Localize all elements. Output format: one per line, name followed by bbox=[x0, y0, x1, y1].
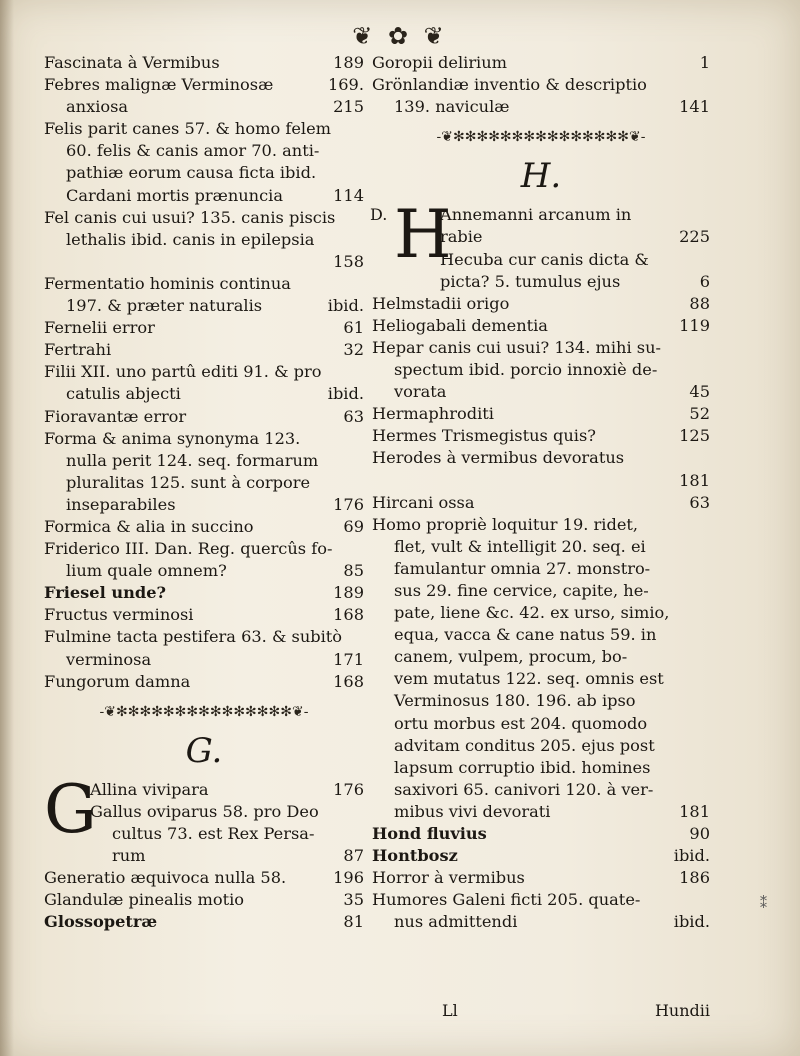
index-entry bbox=[44, 450, 364, 472]
index-entry bbox=[372, 293, 710, 315]
entry-text: lium quale omnem? bbox=[66, 561, 227, 581]
entry-text: 197. & præter naturalis bbox=[66, 296, 263, 316]
page-reference: 88 bbox=[689, 293, 710, 313]
section-heading-h: H. bbox=[520, 156, 562, 197]
entry-text: Friesel unde? bbox=[44, 583, 167, 603]
entry-text: Hepar canis cui usui? 134. mihi su- bbox=[372, 337, 662, 357]
page-reference: 169. bbox=[327, 75, 364, 95]
entry-text: Felis parit canes 57. & homo felem bbox=[44, 119, 332, 139]
entry-text: mibus vivi devorati bbox=[394, 801, 551, 821]
index-entry bbox=[372, 514, 710, 536]
page-reference: 189 bbox=[333, 583, 364, 603]
page-reference: 168 bbox=[333, 605, 364, 625]
index-entry bbox=[90, 823, 364, 845]
index-entry bbox=[44, 626, 364, 648]
entry-text: rum bbox=[112, 846, 146, 866]
page-reference: ibid. bbox=[673, 912, 710, 932]
entry-text: Verminosus 180. 196. ab ipso bbox=[394, 691, 636, 711]
index-entry bbox=[44, 207, 364, 229]
index-entry bbox=[440, 271, 710, 293]
page-reference: 125 bbox=[679, 426, 710, 446]
index-entry bbox=[372, 889, 710, 911]
entry-text: pluralitas 125. sunt à corpore bbox=[66, 472, 311, 492]
entry-text: Friderico III. Dan. Reg. quercûs fo- bbox=[44, 539, 333, 559]
index-entry bbox=[372, 602, 710, 624]
index-entry bbox=[372, 779, 710, 801]
entry-text: nus admittendi bbox=[394, 912, 518, 932]
entry-text: Herodes à vermibus devoratus bbox=[372, 448, 625, 468]
index-entry bbox=[372, 690, 710, 712]
index-entry bbox=[372, 624, 710, 646]
index-entry bbox=[372, 668, 710, 690]
entry-text: verminosa bbox=[66, 649, 152, 669]
entry-text: Hircani ossa bbox=[372, 492, 475, 512]
entry-text: Fructus verminosi bbox=[44, 605, 194, 625]
page-reference: 158 bbox=[333, 251, 364, 271]
index-entry bbox=[372, 403, 710, 425]
page-reference: 141 bbox=[679, 97, 710, 117]
entry-text: Formica & alia in succino bbox=[44, 516, 254, 536]
entry-text: equa, vacca & cane natus 59. in bbox=[394, 625, 657, 645]
index-entry bbox=[44, 118, 364, 140]
index-entry bbox=[44, 383, 364, 405]
entry-text: Fel canis cui usui? 135. canis piscis bbox=[44, 207, 336, 227]
drop-capital: H bbox=[394, 196, 452, 274]
entry-text: Cardani mortis prænuncia bbox=[66, 185, 283, 205]
entry-text: vem mutatus 122. seq. omnis est bbox=[394, 669, 664, 689]
page-reference: 85 bbox=[343, 561, 364, 581]
index-entry bbox=[44, 406, 364, 428]
index-entry bbox=[44, 538, 364, 560]
signature-mark: Ll bbox=[442, 1001, 458, 1020]
entry-text: anxiosa bbox=[66, 97, 129, 117]
entry-text: inseparabiles bbox=[66, 494, 176, 514]
entry-text: Homo propriè loquitur 19. ridet, bbox=[372, 514, 639, 534]
index-entry bbox=[372, 867, 710, 889]
entry-text: Filii XII. uno partû editi 91. & pro bbox=[44, 362, 322, 382]
entry-text: Hontbosz bbox=[372, 846, 458, 866]
entry-text: pathiæ eorum causa ficta ibid. bbox=[66, 163, 317, 183]
index-entry bbox=[44, 604, 364, 626]
entry-text: Horror à vermibus bbox=[372, 868, 525, 888]
entry-text: Fulmine tacta pestifera 63. & subitò bbox=[44, 627, 343, 647]
index-entry bbox=[44, 251, 364, 273]
index-entry bbox=[372, 911, 710, 933]
index-entry bbox=[44, 295, 364, 317]
page-reference: 87 bbox=[343, 846, 364, 866]
page-reference: 52 bbox=[689, 404, 710, 424]
index-entry bbox=[372, 492, 710, 514]
page-reference: 171 bbox=[333, 649, 364, 669]
page-reference: 1 bbox=[699, 53, 710, 72]
page-reference: 119 bbox=[679, 315, 710, 335]
index-entry bbox=[372, 337, 710, 359]
entry-text: Hermaphroditi bbox=[372, 404, 494, 424]
page-reference: 45 bbox=[689, 382, 710, 402]
entry-text: Goropii delirium bbox=[372, 53, 508, 72]
index-entry bbox=[44, 185, 364, 207]
index-entry bbox=[44, 649, 364, 671]
index-entry bbox=[372, 536, 710, 558]
page-reference: 181 bbox=[679, 470, 710, 490]
entry-text: famulantur omnia 27. monstro- bbox=[394, 558, 651, 578]
index-entry bbox=[90, 845, 364, 867]
entry-text: Fascinata à Vermibus bbox=[44, 53, 220, 72]
index-entry bbox=[372, 713, 710, 735]
index-entry bbox=[44, 140, 364, 162]
page-reference: 32 bbox=[343, 340, 364, 360]
entry-text: Forma & anima synonyma 123. bbox=[44, 428, 301, 448]
page-reference: 176 bbox=[333, 494, 364, 514]
index-entry bbox=[44, 229, 364, 251]
index-entry bbox=[372, 359, 710, 381]
entry-text: Allina vivipara bbox=[90, 779, 209, 799]
index-entry bbox=[44, 560, 364, 582]
page-reference: 114 bbox=[333, 185, 364, 205]
section-heading-g: G. bbox=[185, 730, 223, 771]
index-entry bbox=[44, 273, 364, 295]
dropcap-block bbox=[44, 770, 364, 867]
page-reference: 81 bbox=[343, 912, 364, 932]
index-entry bbox=[372, 580, 710, 602]
index-entry bbox=[44, 361, 364, 383]
page-reference: 186 bbox=[679, 868, 710, 888]
entry-text: Annemanni arcanum in bbox=[440, 205, 632, 225]
index-entry bbox=[44, 494, 364, 516]
index-entry bbox=[44, 582, 364, 604]
entry-text: Glossopetræ bbox=[44, 912, 158, 932]
catchword: Hundii bbox=[654, 1001, 710, 1020]
page-reference: 35 bbox=[343, 890, 364, 910]
entry-text: 139. naviculæ bbox=[394, 97, 510, 117]
right-column bbox=[372, 52, 710, 933]
index-entry bbox=[372, 823, 710, 845]
page-reference: ibid. bbox=[327, 384, 364, 404]
entry-text: pate, liene &c. 42. ex urso, simio, bbox=[394, 603, 670, 623]
index-entry bbox=[44, 74, 364, 96]
entry-text: cultus 73. est Rex Persa- bbox=[112, 824, 315, 843]
page-reference: 168 bbox=[333, 671, 364, 691]
entry-text: Fioravantæ error bbox=[44, 406, 187, 426]
entry-text: nulla perit 124. seq. formarum bbox=[66, 450, 319, 470]
ornamental-rule: -❦✻✻✻✻✻✻✻✻✻✻✻✻✻✻✻❦- bbox=[436, 129, 646, 146]
entry-text: 60. felis & canis amor 70. anti- bbox=[66, 141, 320, 161]
index-entry bbox=[44, 671, 364, 693]
index-entry bbox=[44, 867, 364, 889]
index-entry bbox=[372, 735, 710, 757]
header-ornament: ❦ ✿ ❦ bbox=[352, 22, 448, 50]
entry-text: flet, vult & intelligit 20. seq. ei bbox=[394, 536, 646, 556]
entry-text: Generatio æquivoca nulla 58. bbox=[44, 868, 287, 888]
index-entry bbox=[440, 249, 710, 271]
page-reference: 225 bbox=[679, 227, 710, 247]
dropcap-body bbox=[44, 770, 364, 867]
entry-text: Glandulæ pinealis motio bbox=[44, 890, 245, 910]
page-reference: ibid. bbox=[673, 846, 710, 866]
page-reference: 189 bbox=[333, 53, 364, 72]
index-entry bbox=[372, 470, 710, 492]
entry-text: Hecuba cur canis dicta & bbox=[440, 249, 649, 269]
left-column bbox=[44, 52, 364, 933]
index-entry bbox=[372, 425, 710, 447]
ornamental-rule: -❦✻✻✻✻✻✻✻✻✻✻✻✻✻✻✻❦- bbox=[99, 703, 309, 720]
entry-text: sus 29. fine cervice, capite, he- bbox=[394, 580, 649, 600]
index-entry bbox=[44, 472, 364, 494]
index-entry bbox=[44, 428, 364, 450]
entry-text: Hermes Trismegistus quis? bbox=[372, 426, 596, 446]
index-entry bbox=[44, 339, 364, 361]
index-entry bbox=[372, 447, 710, 469]
entry-text: Gallus oviparus 58. pro Deo bbox=[90, 801, 319, 821]
page-reference: 63 bbox=[689, 492, 710, 512]
entry-text: ortu morbus est 204. quomodo bbox=[394, 713, 648, 733]
page-reference: ibid. bbox=[327, 296, 364, 316]
index-entry bbox=[44, 52, 364, 74]
index-entry bbox=[44, 889, 364, 911]
entry-text: catulis abjecti bbox=[66, 384, 181, 404]
index-entry bbox=[90, 779, 364, 801]
entry-text: Fertrahi bbox=[44, 340, 112, 360]
drop-capital: G bbox=[44, 770, 97, 848]
dropcap-block bbox=[370, 196, 710, 292]
entry-text: spectum ibid. porcio innoxiè de- bbox=[394, 360, 658, 380]
entry-text: Grönlandiæ inventio & descriptio bbox=[372, 75, 647, 95]
index-entry bbox=[90, 801, 364, 823]
entry-text: Febres malignæ Verminosæ bbox=[44, 75, 274, 95]
page-reference: 63 bbox=[343, 406, 364, 426]
dropcap-prefix: D. bbox=[370, 205, 388, 225]
index-entry bbox=[372, 757, 710, 779]
index-entry bbox=[372, 381, 710, 403]
entry-text: vorata bbox=[394, 382, 447, 402]
entry-text: Helmstadii origo bbox=[372, 293, 510, 313]
page-reference: 215 bbox=[333, 97, 364, 117]
index-entry bbox=[44, 162, 364, 184]
page-reference: 90 bbox=[689, 824, 710, 843]
page-reference: 196 bbox=[333, 868, 364, 888]
index-entry bbox=[440, 204, 710, 226]
entry-text: Fungorum damna bbox=[44, 671, 191, 691]
page-reference: 181 bbox=[679, 801, 710, 821]
entry-text: Hond fluvius bbox=[372, 824, 487, 843]
index-entry bbox=[44, 96, 364, 118]
page-reference: 69 bbox=[343, 516, 364, 536]
page-reference: 61 bbox=[343, 318, 364, 338]
index-entry bbox=[372, 801, 710, 823]
entry-text: Fernelii error bbox=[44, 318, 155, 338]
margin-mark: ⁑ bbox=[760, 896, 767, 912]
entry-text: Humores Galeni ficti 205. quate- bbox=[372, 890, 641, 910]
entry-text: lapsum corruptio ibid. homines bbox=[394, 757, 651, 777]
index-entry bbox=[44, 317, 364, 339]
page-reference: 176 bbox=[333, 779, 364, 799]
index-entry bbox=[372, 52, 710, 74]
index-entry bbox=[372, 558, 710, 580]
index-entry bbox=[372, 96, 710, 118]
entry-text: Heliogabali dementia bbox=[372, 315, 548, 335]
entry-text: saxivori 65. canivori 120. à ver- bbox=[394, 779, 654, 799]
entry-text: rabie bbox=[440, 227, 483, 247]
entry-text: canem, vulpem, procum, bo- bbox=[394, 647, 628, 667]
index-entry bbox=[372, 646, 710, 668]
index-entry bbox=[372, 74, 710, 96]
index-entry bbox=[440, 226, 710, 248]
entry-text: lethalis ibid. canis in epilepsia bbox=[66, 229, 315, 249]
index-entry bbox=[372, 315, 710, 337]
entry-text: picta? 5. tumulus ejus bbox=[440, 271, 621, 291]
index-entry bbox=[44, 516, 364, 538]
page-reference: 6 bbox=[699, 271, 710, 291]
entry-text: Fermentatio hominis continua bbox=[44, 273, 291, 293]
index-entry bbox=[372, 845, 710, 867]
entry-text: advitam conditus 205. ejus post bbox=[394, 735, 655, 755]
index-entry bbox=[44, 911, 364, 933]
